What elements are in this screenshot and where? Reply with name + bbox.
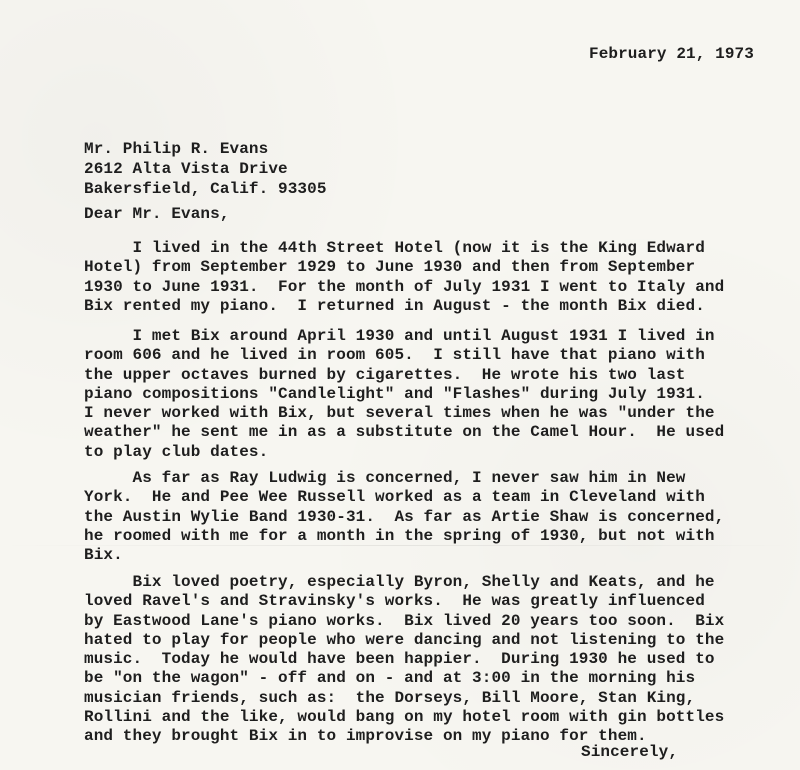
paragraph-line: to play club dates. [84, 442, 269, 461]
paragraph-line: and they brought Bix in to improvise on my piano for them. [84, 727, 647, 746]
paragraph-line: Bix loved poetry, especially Byron, Shelly and Keats, and he [84, 573, 715, 591]
paragraph-line: York. He and Pee Wee Russell worked as a team in Cleveland with [84, 488, 705, 507]
recipient-street: 2612 Alta Vista Drive [84, 160, 288, 178]
paragraph-line: music. Today he would have been happier. During 1930 he used to [84, 650, 715, 669]
paragraph-line: Rollini and the like, would bang on my hotel room with gin bottles [84, 708, 725, 727]
paragraph-line: hated to play for people who were dancing and not listening to the [84, 630, 725, 649]
paragraph-line: by Eastwood Lane's piano works. Bix lived 20 years too soon. Bix [84, 611, 725, 630]
paragraph-line: I never worked with Bix, but several times when he was "under the [84, 404, 715, 423]
paragraph-ray-ludwig [84, 469, 724, 565]
recipient-address [84, 139, 327, 199]
paragraph-line: musician friends, such as: the Dorseys, Bill Moore, Stan King, [84, 688, 696, 707]
paragraph-line: I lived in the 44th Street Hotel (now it is the King Edward [84, 239, 705, 257]
paragraph-line: Bix. [84, 546, 123, 565]
paragraph-line: weather" he sent me in as a substitute on the Camel Hour. He used [84, 423, 725, 442]
paragraph-line: piano compositions "Candlelight" and "Flashes" during July 1931. [84, 384, 705, 403]
paragraph-line: I met Bix around April 1930 and until August 1931 I lived in [84, 327, 715, 345]
paragraph-line: Hotel) from September 1929 to June 1930 and then from September [84, 258, 696, 277]
recipient-name: Mr. Philip R. Evans [84, 140, 269, 158]
letter-date: February 21, 1973 [589, 45, 754, 63]
paragraph-line: he roomed with me for a month in the spring of 1930, but not with [84, 526, 715, 545]
paragraph-line: Bix rented my piano. I returned in August - the month Bix died. [84, 296, 705, 315]
paragraph-line: the Austin Wylie Band 1930-31. As far as Artie Shaw is concerned, [84, 507, 725, 526]
paragraph-line: room 606 and he lived in room 605. I still have that piano with [84, 346, 705, 365]
paragraph-line: the upper octaves burned by cigarettes. He wrote his two last [84, 365, 686, 384]
paragraph-line: be "on the wagon" - off and on - and at 3:00 in the morning his [84, 669, 696, 688]
paragraph-line: loved Ravel's and Stravinsky's works. He was greatly influenced [84, 592, 705, 611]
recipient-city: Bakersfield, Calif. 93305 [84, 180, 327, 198]
salutation: Dear Mr. Evans, [84, 205, 230, 223]
paragraph-line: As far as Ray Ludwig is concerned, I never saw him in New [84, 469, 686, 487]
paragraph-hotel-residence [84, 239, 724, 316]
closing: Sincerely, [581, 743, 679, 761]
paragraph-line: 1930 to June 1931. For the month of July 1931 I went to Italy and [84, 277, 725, 296]
paragraph-bix-interests [84, 573, 724, 747]
paragraph-meeting-bix [84, 327, 724, 462]
